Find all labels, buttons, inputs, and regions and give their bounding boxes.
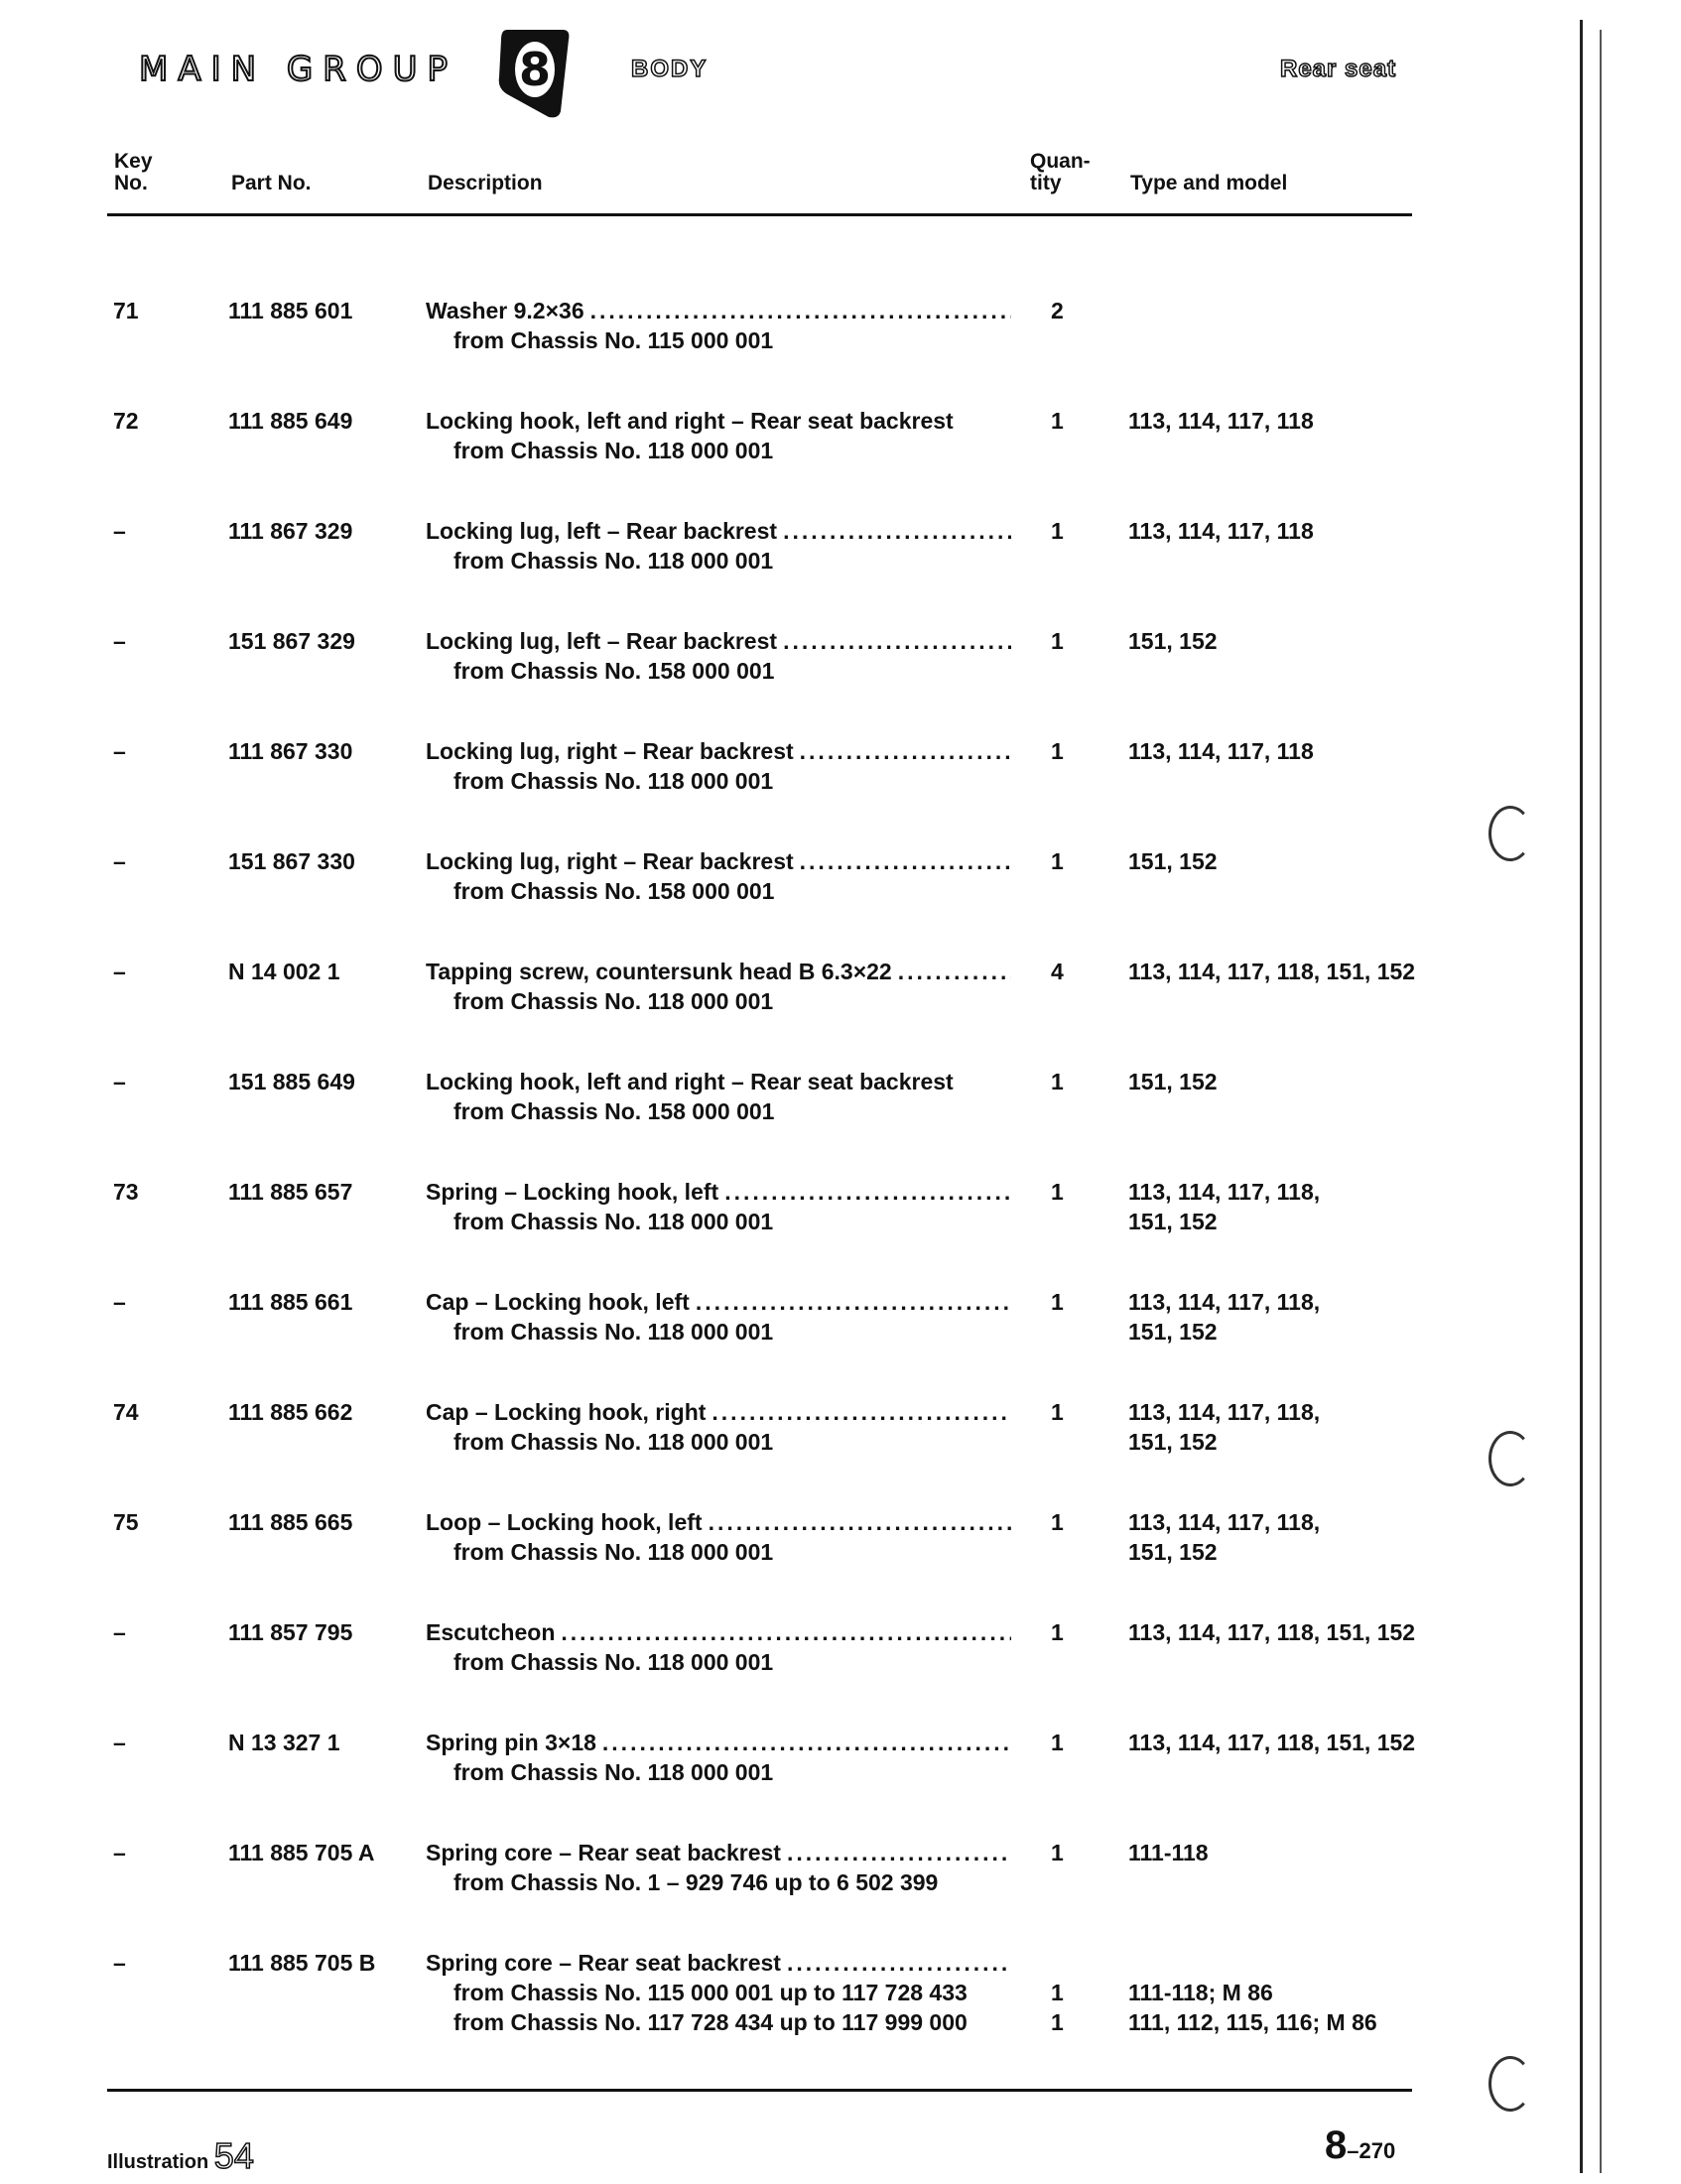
key-number: – [113,959,126,984]
description-text: Spring core – Rear seat backrest [426,1840,781,1865]
quantity-value: 1 [1051,1619,1064,1645]
quantity-value: 1 [1051,1509,1064,1535]
description [426,516,1011,576]
leader-dots [584,296,1011,325]
description-text: Cap – Locking hook, right [426,1399,707,1425]
binder-hole [1488,2056,1532,2112]
col-qty-line2: tity [1030,172,1062,194]
leader-dots [706,1397,1011,1427]
leader-dots [777,516,1011,546]
group-name: BODY [631,56,709,82]
type-model-line: 113, 114, 117, 118, [1128,1289,1321,1315]
type-model-line: 113, 114, 117, 118 [1128,738,1314,764]
illustration-ref [107,2135,254,2177]
quantity [1051,1838,1077,1867]
description [426,406,1011,465]
col-key-header [114,151,153,194]
chassis-range: from Chassis No. 118 000 001 [453,768,774,794]
description [426,1287,1011,1347]
group-number: 8 [518,43,552,96]
type-and-model [1128,626,1466,656]
part-number: 111 885 657 [228,1179,353,1205]
key-number: 75 [113,1509,139,1535]
quantity [1051,1617,1077,1647]
quantity-value: 1 [1051,518,1064,544]
chassis-range: from Chassis No. 118 000 001 [453,438,774,463]
chassis-range: from Chassis No. 118 000 001 [453,1429,774,1455]
type-model-line: 111-118 [1128,1840,1209,1865]
binding-edge-inner [1600,30,1602,2173]
description [426,1177,1011,1236]
part-number: 151 867 329 [228,628,355,654]
key-number: – [113,1619,126,1645]
binding-edge [1580,20,1583,2173]
description-text: Washer 9.2×36 [426,298,584,323]
type-model-line: 111-118; M 86 [1128,1980,1273,2005]
quantity [1051,957,1077,986]
type-model-line: 113, 114, 117, 118 [1128,408,1314,434]
part-number: 151 885 649 [228,1069,355,1094]
col-description-header: Description [428,172,543,194]
quantity [1051,1507,1077,1537]
chassis-range: from Chassis No. 118 000 001 [453,548,774,574]
description-text: Locking lug, left – Rear backrest [426,518,778,544]
description-text: Locking hook, left and right – Rear seat backrest [426,408,954,434]
key-number: – [113,738,126,764]
header-rule [107,213,1412,216]
type-model-line: 113, 114, 117, 118, [1128,1399,1321,1425]
key-number: 71 [113,298,139,323]
type-model-line [1128,296,1466,325]
type-model-line: 151, 152 [1128,848,1218,874]
type-model-line: 113, 114, 117, 118, 151, 152 [1128,959,1416,984]
quantity-value: 1 [1051,1069,1064,1094]
quantity-value: 1 [1051,2009,1064,2035]
type-and-model [1128,1948,1466,2037]
type-model-line: 151, 152 [1128,1429,1218,1455]
part-number: 111 867 329 [228,518,353,544]
col-quantity-header [1030,151,1091,194]
type-and-model [1128,296,1466,325]
quantity-value: 1 [1051,1289,1064,1315]
quantity [1051,1728,1077,1757]
type-model-line: 113, 114, 117, 118, 151, 152 [1128,1730,1416,1755]
quantity [1051,296,1077,325]
part-number: N 13 327 1 [228,1730,340,1755]
part-number: 111 867 330 [228,738,353,764]
description-text: Tapping screw, countersunk head B 6.3×22 [426,959,892,984]
type-model-line [1128,1948,1466,1978]
type-model-line: 151, 152 [1128,1069,1218,1094]
chassis-range: from Chassis No. 118 000 001 [453,988,774,1014]
type-and-model [1128,1507,1466,1567]
page-group: 8 [1325,2123,1348,2167]
type-and-model [1128,1067,1466,1096]
description [426,1397,1011,1457]
type-model-line: 151, 152 [1128,1209,1218,1234]
description-text: Locking lug, right – Rear backrest [426,848,794,874]
type-and-model [1128,1397,1466,1457]
page-dash: – [1347,2138,1359,2163]
type-model-line: 151, 152 [1128,1319,1218,1345]
key-number: 74 [113,1399,139,1425]
leader-dots [794,846,1011,876]
page-number-value: 270 [1358,2138,1396,2163]
key-number: – [113,518,126,544]
type-and-model [1128,1728,1466,1757]
leader-dots [794,736,1011,766]
chassis-range: from Chassis No. 118 000 001 [453,1649,774,1675]
type-model-line: 151, 152 [1128,628,1218,654]
description-text: Spring pin 3×18 [426,1730,596,1755]
leader-dots [777,626,1011,656]
illustration-number: 54 [213,2135,254,2176]
chassis-range: from Chassis No. 117 728 434 up to 117 999 000 [453,2009,968,2035]
description-text: Locking lug, right – Rear backrest [426,738,794,764]
leader-dots [781,1838,1011,1867]
key-number: 72 [113,408,139,434]
quantity-value: 1 [1051,848,1064,874]
quantity-value: 1 [1051,1179,1064,1205]
description [426,626,1011,686]
chassis-range: from Chassis No. 158 000 001 [453,658,775,684]
chassis-range: from Chassis No. 115 000 001 up to 117 728 433 [453,1980,968,2005]
col-part-header: Part No. [231,172,312,194]
page-number [1325,2123,1395,2168]
description [426,957,1011,1016]
quantity-value: 1 [1051,1399,1064,1425]
type-and-model [1128,516,1466,546]
leader-dots [596,1728,1011,1757]
key-number: – [113,1730,126,1755]
description-text: Locking lug, left – Rear backrest [426,628,778,654]
main-group-title: MAIN GROUP [139,50,457,89]
part-number: 111 885 705 B [228,1950,376,1976]
section-title: Rear seat [1280,56,1397,82]
chassis-range: from Chassis No. 158 000 001 [453,878,775,904]
quantity-value: 2 [1051,298,1064,323]
leader-dots [703,1507,1011,1537]
description-text: Spring – Locking hook, left [426,1179,719,1205]
description-text: Loop – Locking hook, left [426,1509,703,1535]
binder-hole [1488,806,1532,861]
key-number: – [113,1950,126,1976]
description [426,296,1011,355]
quantity [1051,1948,1077,2037]
part-number: N 14 002 1 [228,959,340,984]
description-text: Escutcheon [426,1619,556,1645]
binder-hole [1488,1431,1532,1486]
type-model-line: 113, 114, 117, 118, 151, 152 [1128,1619,1416,1645]
col-type-header: Type and model [1130,172,1288,194]
chassis-range: from Chassis No. 118 000 001 [453,1539,774,1565]
quantity-value: 1 [1051,1840,1064,1865]
quantity-value [1051,1948,1077,1978]
quantity [1051,736,1077,766]
quantity [1051,1287,1077,1317]
chassis-range: from Chassis No. 118 000 001 [453,1319,774,1345]
chassis-range: from Chassis No. 118 000 001 [453,1759,774,1785]
quantity [1051,516,1077,546]
type-model-line: 111, 112, 115, 116; M 86 [1128,2009,1377,2035]
footer-rule [107,2089,1412,2092]
quantity [1051,1067,1077,1096]
quantity [1051,406,1077,436]
type-model-line: 113, 114, 117, 118 [1128,518,1314,544]
quantity-value: 1 [1051,1980,1064,2005]
description [426,1067,1011,1126]
type-and-model [1128,1617,1466,1647]
part-number: 151 867 330 [228,848,355,874]
quantity [1051,626,1077,656]
description [426,1728,1011,1787]
leader-dots [690,1287,1011,1317]
type-model-line: 113, 114, 117, 118, [1128,1509,1321,1535]
type-and-model [1128,846,1466,876]
quantity [1051,1397,1077,1427]
part-number: 111 885 665 [228,1509,353,1535]
description [426,846,1011,906]
type-model-line: 151, 152 [1128,1539,1218,1565]
type-model-line: 113, 114, 117, 118, [1128,1179,1321,1205]
type-and-model [1128,957,1466,986]
quantity-value: 1 [1051,628,1064,654]
description-text: Cap – Locking hook, left [426,1289,690,1315]
type-and-model [1128,1838,1466,1867]
quantity [1051,846,1077,876]
description-text: Spring core – Rear seat backrest [426,1950,781,1976]
key-number: – [113,1840,126,1865]
description [426,1838,1011,1897]
type-and-model [1128,736,1466,766]
part-number: 111 885 705 A [228,1840,375,1865]
chassis-range: from Chassis No. 1 – 929 746 up to 6 502 399 [453,1869,939,1895]
leader-dots [781,1948,1011,1978]
chassis-range: from Chassis No. 118 000 001 [453,1209,774,1234]
key-number: – [113,848,126,874]
group-number-badge [493,24,573,123]
key-number: 73 [113,1179,139,1205]
leader-dots [718,1177,1011,1207]
description [426,1948,1011,2037]
description [426,736,1011,796]
type-and-model [1128,1287,1466,1347]
description-text: Locking hook, left and right – Rear seat backrest [426,1069,954,1094]
quantity-value: 1 [1051,1730,1064,1755]
col-key-line1: Key [114,150,153,173]
quantity-value: 1 [1051,408,1064,434]
quantity [1051,1177,1077,1207]
part-number: 111 885 601 [228,298,353,323]
col-qty-line1: Quan- [1030,150,1091,173]
part-number: 111 857 795 [228,1619,353,1645]
description [426,1617,1011,1677]
type-and-model [1128,406,1466,436]
type-and-model [1128,1177,1466,1236]
part-number: 111 885 661 [228,1289,353,1315]
illustration-label: Illustration [107,2151,209,2173]
part-number: 111 885 649 [228,408,353,434]
description [426,1507,1011,1567]
col-key-line2: No. [114,172,148,194]
key-number: – [113,628,126,654]
leader-dots [555,1617,1011,1647]
key-number: – [113,1069,126,1094]
key-number: – [113,1289,126,1315]
quantity-value: 4 [1051,959,1064,984]
chassis-range: from Chassis No. 158 000 001 [453,1098,775,1124]
quantity-value: 1 [1051,738,1064,764]
leader-dots [892,957,1011,986]
chassis-range: from Chassis No. 115 000 001 [453,327,774,353]
part-number: 111 885 662 [228,1399,353,1425]
